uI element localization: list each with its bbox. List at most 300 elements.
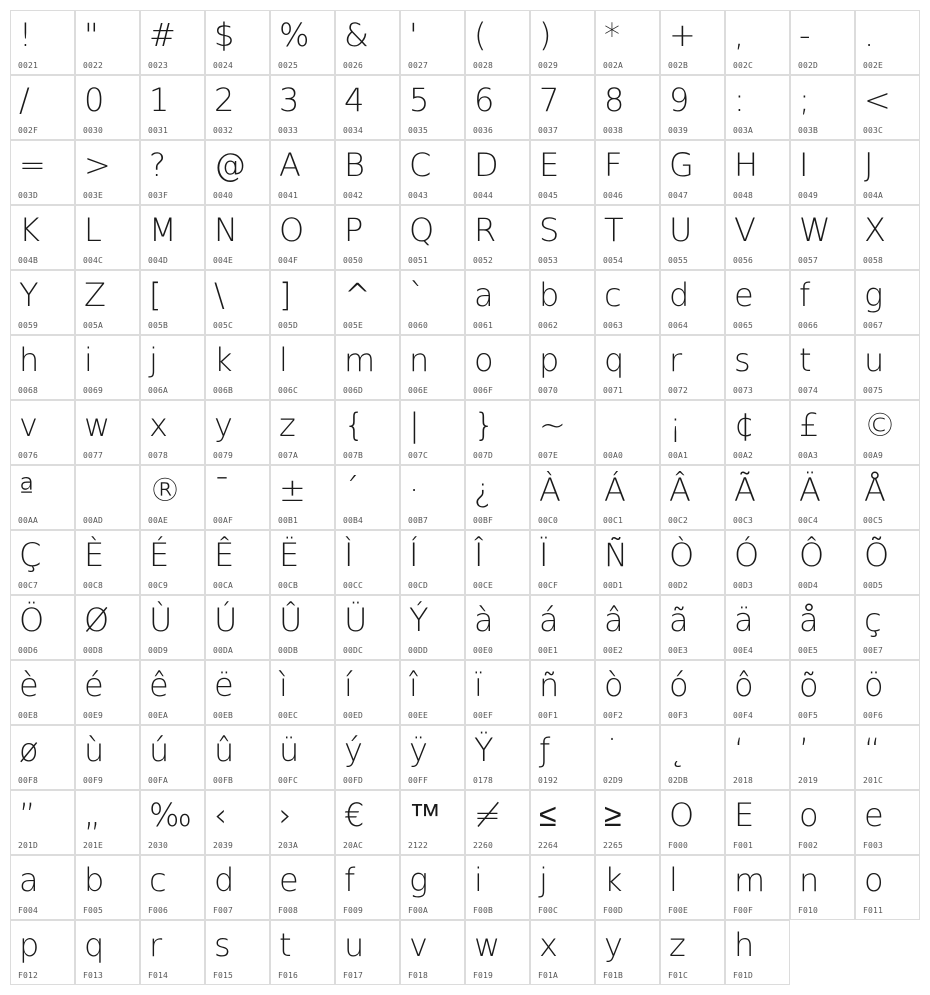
glyph-codepoint: 00B4 <box>343 516 364 525</box>
glyph-codepoint: 00F2 <box>603 711 624 720</box>
glyph-character: e <box>864 796 884 834</box>
glyph-codepoint: 00DD <box>408 646 429 655</box>
glyph-cell <box>725 140 790 205</box>
glyph-character: w <box>474 926 501 964</box>
glyph-cell <box>10 75 75 140</box>
glyph-codepoint: 005D <box>278 321 299 330</box>
glyph-cell <box>205 465 270 530</box>
glyph-codepoint: 00A0 <box>603 451 624 460</box>
glyph-codepoint: F015 <box>213 971 234 980</box>
glyph-codepoint: 005A <box>83 321 104 330</box>
glyph-cell <box>855 465 920 530</box>
glyph-cell <box>595 140 660 205</box>
glyph-codepoint: 00DA <box>213 646 234 655</box>
glyph-codepoint: 0078 <box>148 451 169 460</box>
glyph-character: õ <box>799 666 819 704</box>
glyph-character: o <box>474 341 494 379</box>
glyph-codepoint: 00D1 <box>603 581 624 590</box>
glyph-codepoint: 0046 <box>603 191 624 200</box>
glyph-codepoint: 00F3 <box>668 711 689 720</box>
glyph-cell <box>205 10 270 75</box>
glyph-cell <box>205 725 270 790</box>
glyph-character: ‹ <box>214 796 227 834</box>
glyph-cell <box>10 530 75 595</box>
glyph-codepoint: 0028 <box>473 61 494 70</box>
glyph-codepoint: F007 <box>213 906 234 915</box>
glyph-codepoint: 0033 <box>278 126 299 135</box>
glyph-cell <box>335 400 400 465</box>
glyph-codepoint: F002 <box>798 841 819 850</box>
glyph-character: B <box>344 146 365 184</box>
glyph-character: N <box>214 211 238 249</box>
glyph-codepoint: 00FF <box>408 776 429 785</box>
glyph-cell <box>725 205 790 270</box>
glyph-codepoint: 005B <box>148 321 169 330</box>
glyph-codepoint: 0069 <box>83 386 104 395</box>
glyph-codepoint: 0023 <box>148 61 169 70</box>
glyph-codepoint: 0054 <box>603 256 624 265</box>
glyph-codepoint: 0051 <box>408 256 429 265</box>
glyph-character: v <box>409 926 428 964</box>
glyph-codepoint: 00AA <box>18 516 39 525</box>
glyph-codepoint: 002E <box>863 61 884 70</box>
glyph-codepoint: 02D9 <box>603 776 624 785</box>
glyph-character: ú <box>149 731 170 769</box>
glyph-character: z <box>279 406 296 444</box>
glyph-cell <box>140 140 205 205</box>
glyph-character: ë <box>214 666 234 704</box>
glyph-character: z <box>669 926 686 964</box>
glyph-character: Ã <box>734 471 756 509</box>
glyph-cell <box>140 335 205 400</box>
glyph-codepoint: 0063 <box>603 321 624 330</box>
glyph-codepoint: 201C <box>863 776 884 785</box>
glyph-codepoint: 003D <box>18 191 39 200</box>
glyph-character: ' <box>409 16 418 54</box>
glyph-character: o <box>864 861 884 899</box>
glyph-cell <box>140 725 205 790</box>
glyph-character: Ú <box>214 601 238 639</box>
glyph-codepoint: 2019 <box>798 776 819 785</box>
glyph-character: ¡ <box>669 406 682 444</box>
glyph-codepoint: 201D <box>18 841 39 850</box>
glyph-cell <box>595 530 660 595</box>
glyph-codepoint: 002D <box>798 61 819 70</box>
glyph-codepoint: 00EC <box>278 711 299 720</box>
glyph-codepoint: 003A <box>733 126 754 135</box>
glyph-cell <box>400 465 465 530</box>
glyph-cell <box>10 270 75 335</box>
glyph-codepoint: 004E <box>213 256 234 265</box>
glyph-cell <box>790 75 855 140</box>
glyph-character: ™ <box>409 796 441 834</box>
glyph-cell <box>855 790 920 855</box>
glyph-cell <box>270 660 335 725</box>
glyph-character: $ <box>214 16 235 54</box>
glyph-character: O <box>669 796 695 834</box>
glyph-codepoint: F005 <box>83 906 104 915</box>
glyph-cell <box>335 465 400 530</box>
glyph-codepoint: 0050 <box>343 256 364 265</box>
glyph-character: Ó <box>734 536 760 574</box>
glyph-cell <box>270 10 335 75</box>
glyph-character: E <box>539 146 560 184</box>
glyph-character: m <box>734 861 766 899</box>
glyph-cell <box>855 10 920 75</box>
glyph-character: y <box>604 926 623 964</box>
glyph-cell <box>270 75 335 140</box>
glyph-codepoint: F003 <box>863 841 884 850</box>
glyph-character: d <box>214 861 235 899</box>
glyph-codepoint: 20AC <box>343 841 364 850</box>
glyph-cell <box>790 660 855 725</box>
glyph-character: Ø <box>84 601 110 639</box>
glyph-cell <box>660 595 725 660</box>
glyph-cell <box>725 335 790 400</box>
glyph-cell <box>335 270 400 335</box>
glyph-cell <box>595 400 660 465</box>
glyph-codepoint: 00FC <box>278 776 299 785</box>
glyph-character: Ü <box>344 601 368 639</box>
glyph-codepoint: 0077 <box>83 451 104 460</box>
glyph-cell <box>205 660 270 725</box>
glyph-character: t <box>799 341 812 379</box>
glyph-codepoint: 0061 <box>473 321 494 330</box>
glyph-codepoint: 00CA <box>213 581 234 590</box>
glyph-cell <box>75 660 140 725</box>
glyph-cell <box>465 530 530 595</box>
glyph-cell <box>140 400 205 465</box>
glyph-character: P <box>344 211 364 249</box>
glyph-cell <box>335 790 400 855</box>
glyph-character: C <box>409 146 432 184</box>
glyph-cell <box>660 920 725 985</box>
glyph-character: ! <box>19 16 32 54</box>
glyph-character: U <box>669 211 693 249</box>
glyph-cell <box>270 335 335 400</box>
glyph-character: ä <box>734 601 754 639</box>
glyph-character: Z <box>84 276 106 314</box>
glyph-character: j <box>149 341 158 379</box>
glyph-codepoint: 00ED <box>343 711 364 720</box>
glyph-character: m <box>344 341 376 379</box>
glyph-cell <box>595 270 660 335</box>
glyph-cell <box>725 595 790 660</box>
glyph-cell <box>725 855 790 920</box>
glyph-codepoint: 0038 <box>603 126 624 135</box>
glyph-cell <box>660 400 725 465</box>
glyph-character: D <box>474 146 499 184</box>
glyph-codepoint: 00D9 <box>148 646 169 655</box>
glyph-cell <box>10 790 75 855</box>
glyph-cell <box>335 920 400 985</box>
glyph-codepoint: 0049 <box>798 191 819 200</box>
glyph-cell <box>530 530 595 595</box>
glyph-cell <box>205 530 270 595</box>
glyph-character: Ä <box>799 471 821 509</box>
glyph-cell <box>75 75 140 140</box>
glyph-cell <box>465 140 530 205</box>
glyph-cell <box>400 790 465 855</box>
glyph-cell <box>270 270 335 335</box>
glyph-cell <box>530 140 595 205</box>
glyph-cell <box>660 10 725 75</box>
glyph-cell <box>140 205 205 270</box>
glyph-character: í <box>344 666 353 704</box>
glyph-cell <box>465 790 530 855</box>
glyph-character: ± <box>279 471 306 509</box>
glyph-codepoint: 0059 <box>18 321 39 330</box>
glyph-cell <box>75 920 140 985</box>
glyph-cell <box>465 400 530 465</box>
glyph-character: Ê <box>214 536 235 574</box>
glyph-codepoint: 002C <box>733 61 754 70</box>
glyph-codepoint: 007B <box>343 451 364 460</box>
glyph-character: ¯ <box>214 471 230 509</box>
glyph-cell <box>855 335 920 400</box>
glyph-cell <box>270 855 335 920</box>
glyph-codepoint: 00CF <box>538 581 559 590</box>
glyph-cell <box>725 920 790 985</box>
glyph-cell <box>140 530 205 595</box>
glyph-codepoint: 00AE <box>148 516 169 525</box>
glyph-cell <box>530 855 595 920</box>
glyph-cell <box>660 205 725 270</box>
glyph-character: Õ <box>864 536 890 574</box>
glyph-cell <box>725 725 790 790</box>
glyph-codepoint: F011 <box>863 906 884 915</box>
glyph-cell <box>75 530 140 595</box>
glyph-character: ‘ <box>734 731 745 769</box>
glyph-character: F <box>604 146 623 184</box>
glyph-codepoint: 0025 <box>278 61 299 70</box>
glyph-codepoint: 007E <box>538 451 559 460</box>
glyph-codepoint: 2039 <box>213 841 234 850</box>
glyph-codepoint: 0075 <box>863 386 884 395</box>
glyph-character: ç <box>864 601 882 639</box>
glyph-cell <box>855 855 920 920</box>
glyph-codepoint: 0066 <box>798 321 819 330</box>
glyph-character: } <box>474 406 495 444</box>
glyph-codepoint: 0055 <box>668 256 689 265</box>
glyph-character: 7 <box>539 81 560 119</box>
glyph-character: É <box>149 536 170 574</box>
glyph-cell <box>530 465 595 530</box>
glyph-character: 2 <box>214 81 235 119</box>
glyph-character: € <box>344 796 365 834</box>
glyph-codepoint: 2018 <box>733 776 754 785</box>
glyph-cell <box>725 790 790 855</box>
glyph-codepoint: 007D <box>473 451 494 460</box>
glyph-cell <box>140 270 205 335</box>
glyph-cell <box>10 595 75 660</box>
glyph-cell <box>400 400 465 465</box>
glyph-character: ] <box>279 276 292 314</box>
glyph-character: a <box>474 276 494 314</box>
glyph-character: @ <box>214 146 246 184</box>
glyph-character: a <box>19 861 39 899</box>
glyph-codepoint: 00A3 <box>798 451 819 460</box>
glyph-character: t <box>279 926 292 964</box>
glyph-cell <box>530 660 595 725</box>
glyph-character: e <box>734 276 754 314</box>
glyph-character: T <box>604 211 624 249</box>
glyph-codepoint: 0029 <box>538 61 559 70</box>
glyph-cell <box>790 335 855 400</box>
glyph-character: ≠ <box>474 796 501 834</box>
glyph-character: ó <box>669 666 689 704</box>
glyph-character: ® <box>149 471 181 509</box>
glyph-character: ” <box>19 796 36 834</box>
glyph-character: ; <box>799 81 810 119</box>
glyph-cell <box>790 790 855 855</box>
glyph-codepoint: 0053 <box>538 256 559 265</box>
glyph-character: ? <box>149 146 166 184</box>
glyph-codepoint: 0064 <box>668 321 689 330</box>
glyph-cell <box>335 140 400 205</box>
glyph-character: > <box>84 146 111 184</box>
glyph-cell <box>530 790 595 855</box>
glyph-cell <box>205 855 270 920</box>
glyph-cell <box>335 855 400 920</box>
glyph-codepoint: 00D3 <box>733 581 754 590</box>
glyph-cell <box>660 335 725 400</box>
glyph-character: d <box>669 276 690 314</box>
glyph-codepoint: 00F5 <box>798 711 819 720</box>
glyph-character: R <box>474 211 497 249</box>
glyph-cell <box>400 855 465 920</box>
glyph-codepoint: 004C <box>83 256 104 265</box>
glyph-codepoint: 02DB <box>668 776 689 785</box>
glyph-cell <box>465 10 530 75</box>
glyph-character: Ö <box>19 601 45 639</box>
glyph-cell <box>595 660 660 725</box>
glyph-cell <box>140 465 205 530</box>
glyph-codepoint: 0044 <box>473 191 494 200</box>
glyph-cell <box>790 855 855 920</box>
glyph-codepoint: 00C3 <box>733 516 754 525</box>
glyph-cell <box>205 75 270 140</box>
glyph-character: ñ <box>539 666 560 704</box>
glyph-character <box>604 405 614 445</box>
glyph-codepoint: 00F8 <box>18 776 39 785</box>
glyph-cell <box>75 465 140 530</box>
glyph-character: ) <box>539 16 552 54</box>
glyph-cell <box>660 465 725 530</box>
glyph-cell <box>660 530 725 595</box>
glyph-codepoint: 00C7 <box>18 581 39 590</box>
glyph-cell <box>660 725 725 790</box>
glyph-codepoint: 0057 <box>798 256 819 265</box>
glyph-codepoint: 0071 <box>603 386 624 395</box>
glyph-codepoint: 0034 <box>343 126 364 135</box>
glyph-character: Ë <box>279 536 300 574</box>
glyph-cell <box>790 530 855 595</box>
glyph-character: J <box>864 146 874 184</box>
glyph-character: 9 <box>669 81 690 119</box>
glyph-character: ( <box>474 16 487 54</box>
glyph-cell <box>465 465 530 530</box>
glyph-character: + <box>669 16 696 54</box>
glyph-character: V <box>734 211 756 249</box>
glyph-cell <box>400 75 465 140</box>
glyph-codepoint: 2264 <box>538 841 559 850</box>
glyph-cell <box>465 595 530 660</box>
glyph-codepoint: F019 <box>473 971 494 980</box>
glyph-codepoint: 00AD <box>83 516 104 525</box>
glyph-cell <box>595 335 660 400</box>
glyph-character: ~ <box>539 406 566 444</box>
glyph-character: r <box>669 341 683 379</box>
glyph-codepoint: 00F1 <box>538 711 559 720</box>
glyph-cell <box>595 75 660 140</box>
glyph-cell <box>75 595 140 660</box>
glyph-codepoint: F009 <box>343 906 364 915</box>
glyph-character: 3 <box>279 81 300 119</box>
glyph-character: ø <box>19 731 39 769</box>
glyph-character: * <box>604 16 620 54</box>
glyph-codepoint: 003B <box>798 126 819 135</box>
glyph-character: n <box>799 861 820 899</box>
glyph-character: y <box>214 406 233 444</box>
glyph-codepoint: 00EF <box>473 711 494 720</box>
glyph-character: < <box>864 81 891 119</box>
glyph-codepoint: 00B1 <box>278 516 299 525</box>
glyph-codepoint: F01C <box>668 971 689 980</box>
glyph-character: O <box>279 211 305 249</box>
glyph-grid <box>10 10 920 985</box>
glyph-cell <box>660 75 725 140</box>
glyph-character: Û <box>279 601 303 639</box>
glyph-character: b <box>539 276 560 314</box>
glyph-cell <box>595 790 660 855</box>
glyph-codepoint: 0192 <box>538 776 559 785</box>
glyph-codepoint: 004A <box>863 191 884 200</box>
glyph-character: ≥ <box>604 796 622 834</box>
glyph-character: I <box>799 146 809 184</box>
glyph-codepoint: 00C5 <box>863 516 884 525</box>
glyph-character: à <box>474 601 494 639</box>
glyph-codepoint: 2030 <box>148 841 169 850</box>
glyph-character: û <box>214 731 235 769</box>
glyph-character: S <box>539 211 560 249</box>
glyph-codepoint: 2265 <box>603 841 624 850</box>
glyph-codepoint: 00EA <box>148 711 169 720</box>
glyph-cell <box>595 595 660 660</box>
glyph-codepoint: 00C4 <box>798 516 819 525</box>
glyph-codepoint: 0072 <box>668 386 689 395</box>
glyph-cell <box>140 75 205 140</box>
glyph-codepoint: 0076 <box>18 451 39 460</box>
glyph-character: À <box>539 471 561 509</box>
glyph-cell <box>270 595 335 660</box>
glyph-codepoint: 006D <box>343 386 364 395</box>
glyph-codepoint: 00F6 <box>863 711 884 720</box>
glyph-character: L <box>84 211 102 249</box>
glyph-codepoint: 004B <box>18 256 39 265</box>
glyph-cell <box>270 205 335 270</box>
glyph-character: g <box>409 861 429 899</box>
glyph-character: î <box>409 666 418 704</box>
glyph-cell <box>335 10 400 75</box>
glyph-codepoint: F017 <box>343 971 364 980</box>
glyph-character: W <box>799 211 831 249</box>
glyph-cell <box>530 75 595 140</box>
glyph-cell <box>465 660 530 725</box>
glyph-codepoint: F018 <box>408 971 429 980</box>
glyph-cell <box>400 530 465 595</box>
glyph-cell <box>10 335 75 400</box>
